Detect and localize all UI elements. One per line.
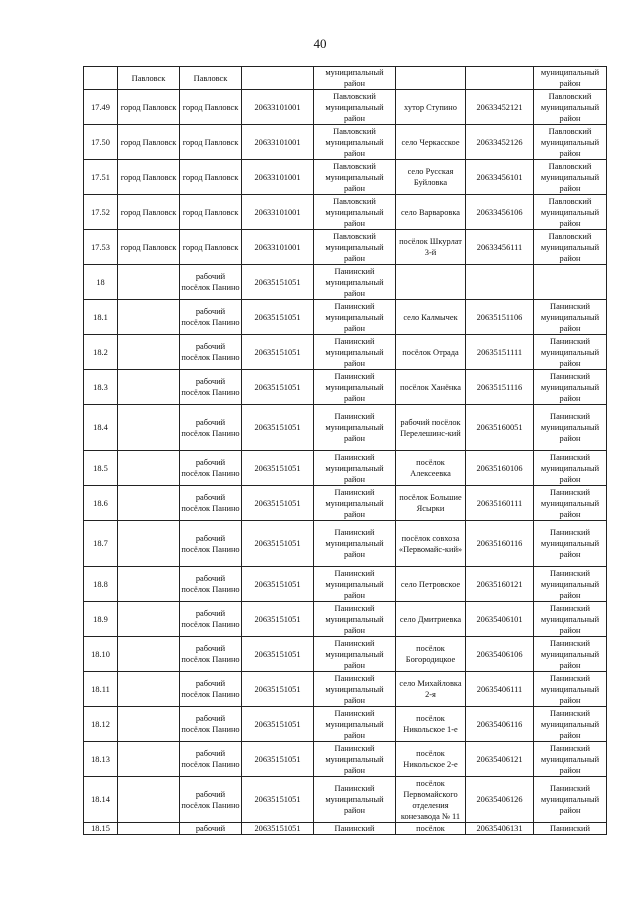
settlement-center-cell: [118, 602, 180, 637]
settlement-center-cell: [118, 335, 180, 370]
municipal-district-cell: Панинский муниципальный район: [314, 486, 396, 521]
oktmo-code-cell: 20635151051: [242, 486, 314, 521]
settlement-oktmo-cell: 20635151106: [466, 300, 534, 335]
settlement-name-cell: посёлок Первомайского отделения конезавода № 11: [396, 777, 466, 823]
settlement-district-cell: Панинский муниципальный район: [534, 451, 607, 486]
row-number-cell: 18.9: [84, 602, 118, 637]
admin-center-cell: рабочий посёлок Панино: [180, 707, 242, 742]
settlement-oktmo-cell: 20635160051: [466, 405, 534, 451]
row-number-cell: 18.3: [84, 370, 118, 405]
settlement-name-cell: посёлок Ханёнка: [396, 370, 466, 405]
settlement-name-cell: посёлок Шкурлат 3-й: [396, 230, 466, 265]
settlement-oktmo-cell: 20633452126: [466, 125, 534, 160]
row-number-cell: 18: [84, 265, 118, 300]
municipal-district-cell: Павловский муниципальный район: [314, 90, 396, 125]
oktmo-code-cell: 20633101001: [242, 90, 314, 125]
settlement-oktmo-cell: 20635406111: [466, 672, 534, 707]
table-row: [84, 823, 607, 835]
settlement-name-cell: посёлок Никольское 2-е: [396, 742, 466, 777]
table-row: [84, 230, 607, 265]
admin-center-cell: рабочий посёлок Панино: [180, 405, 242, 451]
row-number-cell: 18.7: [84, 521, 118, 567]
municipal-district-cell: Павловский муниципальный район: [314, 195, 396, 230]
admin-center-cell: рабочий посёлок Панино: [180, 637, 242, 672]
oktmo-code-cell: 20633101001: [242, 195, 314, 230]
oktmo-code-cell: 20635151051: [242, 823, 314, 835]
settlements-table: [83, 66, 607, 835]
municipal-district-cell: Павловский муниципальный район: [314, 160, 396, 195]
settlement-oktmo-cell: 20633456106: [466, 195, 534, 230]
municipal-district-cell: Панинский муниципальный район: [314, 602, 396, 637]
settlement-district-cell: Панинский муниципальный район: [534, 742, 607, 777]
oktmo-code-cell: 20633101001: [242, 230, 314, 265]
admin-center-cell: город Павловск: [180, 230, 242, 265]
settlement-district-cell: Панинский муниципальный район: [534, 672, 607, 707]
settlement-center-cell: город Павловск: [118, 195, 180, 230]
row-number-cell: 18.2: [84, 335, 118, 370]
settlement-oktmo-cell: 20635160116: [466, 521, 534, 567]
municipal-district-cell: Павловский муниципальный район: [314, 230, 396, 265]
row-number-cell: 17.51: [84, 160, 118, 195]
table-row: [84, 195, 607, 230]
settlement-center-cell: Павловск: [118, 67, 180, 90]
oktmo-code-cell: 20635151051: [242, 567, 314, 602]
table-row: [84, 90, 607, 125]
table-row: [84, 370, 607, 405]
settlement-center-cell: [118, 265, 180, 300]
admin-center-cell: рабочий посёлок Панино: [180, 265, 242, 300]
table-row: [84, 125, 607, 160]
settlement-name-cell: посёлок Алексеевка: [396, 451, 466, 486]
municipal-district-cell: Панинский муниципальный район: [314, 742, 396, 777]
row-number-cell: 18.4: [84, 405, 118, 451]
settlement-district-cell: Павловский муниципальный район: [534, 125, 607, 160]
oktmo-code-cell: 20635151051: [242, 521, 314, 567]
settlement-oktmo-cell: 20633452121: [466, 90, 534, 125]
row-number-cell: 18.13: [84, 742, 118, 777]
municipal-district-cell: Панинский муниципальный район: [314, 451, 396, 486]
table-row: [84, 707, 607, 742]
settlement-district-cell: Панинский муниципальный район: [534, 405, 607, 451]
settlement-oktmo-cell: [466, 67, 534, 90]
municipal-district-cell: Панинский муниципальный район: [314, 567, 396, 602]
settlement-district-cell: Павловский муниципальный район: [534, 195, 607, 230]
settlement-oktmo-cell: 20635406106: [466, 637, 534, 672]
settlement-district-cell: Панинский муниципальный район: [534, 370, 607, 405]
row-number-cell: [84, 67, 118, 90]
settlement-oktmo-cell: 20635406131: [466, 823, 534, 835]
settlement-oktmo-cell: 20635406116: [466, 707, 534, 742]
table-row: [84, 160, 607, 195]
admin-center-cell: рабочий: [180, 823, 242, 835]
settlement-center-cell: [118, 637, 180, 672]
settlement-center-cell: [118, 300, 180, 335]
settlement-district-cell: Панинский муниципальный район: [534, 300, 607, 335]
municipal-district-cell: Панинский муниципальный район: [314, 707, 396, 742]
settlement-district-cell: Панинский муниципальный район: [534, 777, 607, 823]
settlement-center-cell: [118, 707, 180, 742]
admin-center-cell: город Павловск: [180, 125, 242, 160]
settlement-center-cell: [118, 486, 180, 521]
municipal-district-cell: Панинский муниципальный район: [314, 405, 396, 451]
settlement-district-cell: муниципальный район: [534, 67, 607, 90]
table-row: [84, 672, 607, 707]
municipal-district-cell: Панинский муниципальный район: [314, 370, 396, 405]
oktmo-code-cell: 20635151051: [242, 672, 314, 707]
table-row: [84, 777, 607, 823]
settlement-center-cell: [118, 521, 180, 567]
settlement-oktmo-cell: 20635160121: [466, 567, 534, 602]
admin-center-cell: рабочий посёлок Панино: [180, 602, 242, 637]
oktmo-code-cell: 20635151051: [242, 707, 314, 742]
settlement-name-cell: посёлок совхоза «Первомайс-кий»: [396, 521, 466, 567]
settlement-center-cell: город Павловск: [118, 160, 180, 195]
settlement-center-cell: [118, 823, 180, 835]
municipal-district-cell: Панинский: [314, 823, 396, 835]
row-number-cell: 18.15: [84, 823, 118, 835]
settlement-oktmo-cell: 20635160106: [466, 451, 534, 486]
settlement-name-cell: село Петровское: [396, 567, 466, 602]
settlement-name-cell: село Калмычек: [396, 300, 466, 335]
oktmo-code-cell: 20635151051: [242, 637, 314, 672]
municipal-district-cell: Панинский муниципальный район: [314, 521, 396, 567]
table-row: [84, 637, 607, 672]
settlement-center-cell: [118, 451, 180, 486]
settlement-name-cell: посёлок Богородицкое: [396, 637, 466, 672]
oktmo-code-cell: 20635151051: [242, 451, 314, 486]
row-number-cell: 17.50: [84, 125, 118, 160]
municipal-district-cell: Панинский муниципальный район: [314, 300, 396, 335]
row-number-cell: 18.11: [84, 672, 118, 707]
settlement-district-cell: Панинский муниципальный район: [534, 521, 607, 567]
admin-center-cell: рабочий посёлок Панино: [180, 672, 242, 707]
page-number: 40: [313, 36, 327, 51]
table-row: [84, 567, 607, 602]
oktmo-code-cell: 20635151051: [242, 335, 314, 370]
settlement-district-cell: Панинский: [534, 823, 607, 835]
admin-center-cell: рабочий посёлок Панино: [180, 742, 242, 777]
municipal-district-cell: Павловский муниципальный район: [314, 125, 396, 160]
admin-center-cell: рабочий посёлок Панино: [180, 567, 242, 602]
settlement-center-cell: [118, 742, 180, 777]
table-row: [84, 265, 607, 300]
settlement-center-cell: [118, 567, 180, 602]
admin-center-cell: город Павловск: [180, 90, 242, 125]
row-number-cell: 18.12: [84, 707, 118, 742]
row-number-cell: 18.14: [84, 777, 118, 823]
row-number-cell: 18.6: [84, 486, 118, 521]
settlement-name-cell: село Черкасское: [396, 125, 466, 160]
settlement-name-cell: посёлок Отрада: [396, 335, 466, 370]
admin-center-cell: город Павловск: [180, 160, 242, 195]
table-row: [84, 602, 607, 637]
settlement-name-cell: хутор Ступино: [396, 90, 466, 125]
municipal-district-cell: Панинский муниципальный район: [314, 265, 396, 300]
settlement-district-cell: Павловский муниципальный район: [534, 90, 607, 125]
settlement-district-cell: Панинский муниципальный район: [534, 335, 607, 370]
settlement-district-cell: [534, 265, 607, 300]
oktmo-code-cell: 20633101001: [242, 125, 314, 160]
settlement-center-cell: [118, 405, 180, 451]
admin-center-cell: рабочий посёлок Панино: [180, 777, 242, 823]
municipal-district-cell: Панинский муниципальный район: [314, 777, 396, 823]
admin-center-cell: рабочий посёлок Панино: [180, 335, 242, 370]
settlement-name-cell: посёлок: [396, 823, 466, 835]
settlement-name-cell: посёлок Большие Ясырки: [396, 486, 466, 521]
settlement-oktmo-cell: 20635151116: [466, 370, 534, 405]
settlement-center-cell: город Павловск: [118, 90, 180, 125]
settlement-district-cell: Панинский муниципальный район: [534, 567, 607, 602]
settlement-district-cell: Панинский муниципальный район: [534, 707, 607, 742]
municipal-district-cell: Панинский муниципальный район: [314, 335, 396, 370]
settlement-name-cell: село Михайловка 2-я: [396, 672, 466, 707]
row-number-cell: 17.49: [84, 90, 118, 125]
oktmo-code-cell: 20635151051: [242, 742, 314, 777]
settlement-district-cell: Павловский муниципальный район: [534, 160, 607, 195]
table-row: [84, 521, 607, 567]
row-number-cell: 17.52: [84, 195, 118, 230]
oktmo-code-cell: 20635151051: [242, 300, 314, 335]
settlement-oktmo-cell: 20635406126: [466, 777, 534, 823]
settlement-oktmo-cell: [466, 265, 534, 300]
settlement-name-cell: рабочий посёлок Перелешинс-кий: [396, 405, 466, 451]
table-row: [84, 486, 607, 521]
settlement-center-cell: город Павловск: [118, 125, 180, 160]
settlement-oktmo-cell: 20633456101: [466, 160, 534, 195]
settlement-oktmo-cell: 20635151111: [466, 335, 534, 370]
oktmo-code-cell: 20635151051: [242, 405, 314, 451]
row-number-cell: 18.8: [84, 567, 118, 602]
admin-center-cell: Павловск: [180, 67, 242, 90]
oktmo-code-cell: 20635151051: [242, 777, 314, 823]
table-row: [84, 300, 607, 335]
oktmo-code-cell: 20633101001: [242, 160, 314, 195]
settlement-center-cell: [118, 672, 180, 707]
settlement-oktmo-cell: 20633456111: [466, 230, 534, 265]
oktmo-code-cell: 20635151051: [242, 370, 314, 405]
settlement-name-cell: [396, 265, 466, 300]
oktmo-code-cell: 20635151051: [242, 265, 314, 300]
row-number-cell: 18.5: [84, 451, 118, 486]
settlement-name-cell: село Русская Буйловка: [396, 160, 466, 195]
settlement-district-cell: Панинский муниципальный район: [534, 602, 607, 637]
municipal-district-cell: муниципальный район: [314, 67, 396, 90]
settlement-district-cell: Панинский муниципальный район: [534, 637, 607, 672]
settlement-name-cell: [396, 67, 466, 90]
settlement-oktmo-cell: 20635406121: [466, 742, 534, 777]
settlement-oktmo-cell: 20635160111: [466, 486, 534, 521]
settlement-name-cell: село Дмитриевка: [396, 602, 466, 637]
settlement-center-cell: [118, 370, 180, 405]
oktmo-code-cell: [242, 67, 314, 90]
row-number-cell: 17.53: [84, 230, 118, 265]
admin-center-cell: рабочий посёлок Панино: [180, 451, 242, 486]
municipal-district-cell: Панинский муниципальный район: [314, 672, 396, 707]
settlement-name-cell: село Варваровка: [396, 195, 466, 230]
admin-center-cell: рабочий посёлок Панино: [180, 486, 242, 521]
admin-center-cell: рабочий посёлок Панино: [180, 300, 242, 335]
oktmo-code-cell: 20635151051: [242, 602, 314, 637]
municipal-district-cell: Панинский муниципальный район: [314, 637, 396, 672]
settlement-center-cell: [118, 777, 180, 823]
settlement-district-cell: Панинский муниципальный район: [534, 486, 607, 521]
admin-center-cell: рабочий посёлок Панино: [180, 521, 242, 567]
table-row: [84, 67, 607, 90]
table-row: [84, 405, 607, 451]
settlement-district-cell: Павловский муниципальный район: [534, 230, 607, 265]
table-row: [84, 742, 607, 777]
row-number-cell: 18.10: [84, 637, 118, 672]
row-number-cell: 18.1: [84, 300, 118, 335]
settlement-center-cell: город Павловск: [118, 230, 180, 265]
table-row: [84, 335, 607, 370]
table-row: [84, 451, 607, 486]
settlement-oktmo-cell: 20635406101: [466, 602, 534, 637]
settlement-name-cell: посёлок Никольское 1-е: [396, 707, 466, 742]
admin-center-cell: город Павловск: [180, 195, 242, 230]
admin-center-cell: рабочий посёлок Панино: [180, 370, 242, 405]
